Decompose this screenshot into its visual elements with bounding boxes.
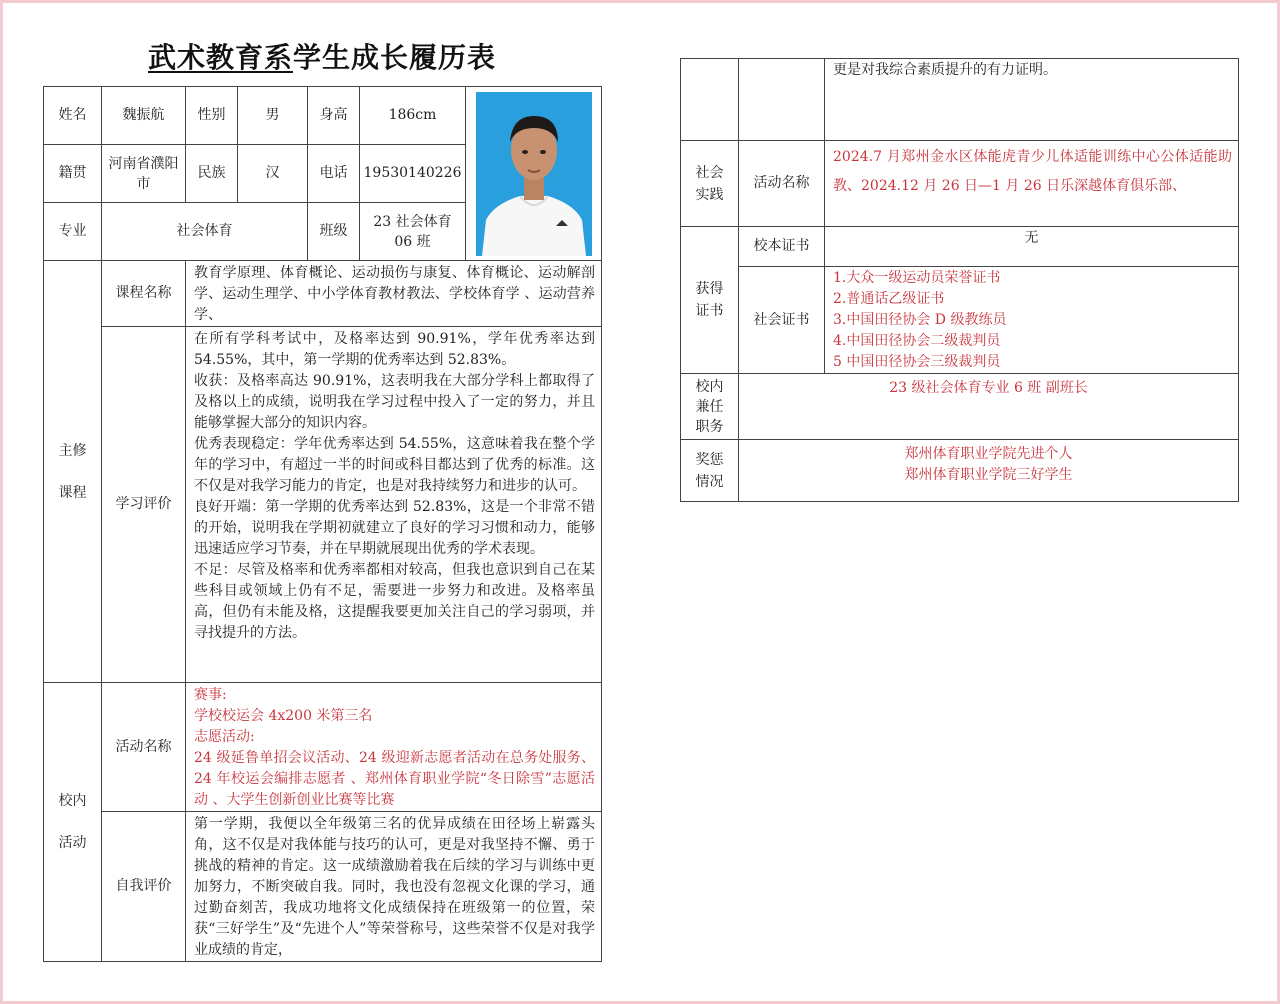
phone-value: 19530140226: [360, 145, 466, 203]
duty-value: 23 级社会体育专业 6 班 副班长: [739, 374, 1239, 440]
school-cert-value: 无: [825, 227, 1239, 267]
self-eval-continuation: 更是对我综合素质提升的有力证明。: [825, 59, 1239, 141]
name-value: 魏振航: [102, 87, 186, 145]
class-value: 23 社会体育 06 班: [360, 203, 466, 261]
self-eval-label: 自我评价: [102, 812, 186, 962]
campus-section-line1: 校内: [58, 793, 87, 809]
ethnicity-value: 汉: [238, 145, 308, 203]
duty-label: 校内兼任职务: [681, 374, 739, 440]
activity-volunteer-items: 24 级延鲁单招会议活动、24 级迎新志愿者活动在总务处服务、24 年校运会编排志愿者 、郑州体育职业学院“冬日除雪”志愿活动 、大学生创新创业比赛等比赛: [194, 750, 595, 808]
name-label: 姓名: [44, 87, 102, 145]
activity-event-item: 学校校运会 4x200 米第三名: [194, 708, 373, 724]
class-label: 班级: [308, 203, 360, 261]
self-eval-value: 第一学期，我便以全年级第三名的优异成绩在田径场上崭露头角，这不仅是对我体能与技巧的认可，更是对我坚持不懈、勇于挑战的精神的肯定。这一成绩激励着我在后续的学习与训练中更加努力，不断突破自我。同时，我也没有忽视文化课的学习，通过勤奋刻苦，我成功地将文化成绩保持在班级第一的位置，荣获“三好学生”及“先进个人”等荣誉称号，这些荣誉不仅是对我学业成绩的肯定，: [186, 812, 602, 962]
campus-activity-value: [186, 683, 602, 812]
title-rest: 学生成长履历表: [293, 41, 497, 74]
study-eval-start: 良好开端：第一学期的优秀率达到 52.83%，这是一个非常不错的开始，说明我在学期初就建立了良好的学习习惯和动力，能够迅速适应学习节奏，并在早期就展现出优秀的学术表现。: [194, 499, 595, 557]
courses-section-line1: 主修: [58, 442, 87, 459]
campus-section-label: [44, 683, 102, 962]
study-eval-excellent: 优秀表现稳定：学年优秀率达到 54.55%，这意味着我在整个学年的学习中，有超过一半的时间或科目都达到了优秀的标准。这不仅是对我学习能力的肯定，也是对我持续努力和进步的认可。: [194, 436, 595, 494]
origin-value: 河南省濮阳市: [102, 145, 186, 203]
right-table: [680, 58, 1239, 502]
ethnicity-label: 民族: [186, 145, 238, 203]
school-cert-label: 校本证书: [739, 227, 825, 267]
campus-section-line2: 活动: [58, 835, 87, 851]
certificates-label: 获得证书: [681, 227, 739, 374]
award-item: 郑州体育职业学院三好学生: [904, 467, 1073, 483]
awards-value: [739, 440, 1239, 502]
study-eval-summary: 在所有学科考试中，及格率达到 90.91%，学年优秀率达到 54.55%，其中，第一学期的优秀率达到 52.83%。: [194, 331, 595, 368]
activity-volunteer-heading: 志愿活动:: [194, 729, 255, 745]
course-names-value: 教育学原理、体育概论、运动损伤与康复、体育概论、运动解剖学、运动生理学、中小学体育教材教法、学校体育学 、运动营养学、: [186, 261, 602, 327]
student-photo: [476, 92, 592, 256]
page-title: [44, 36, 600, 76]
phone-label: 电话: [308, 145, 360, 203]
study-eval-shortcoming: 不足：尽管及格率和优秀率都相对较高，但我也意识到自己在某些科目或领域上仍有不足，需要进一步努力和改进。及格率虽高，但仍有未能及格，这提醒我要更加关注自己的学习弱项，并寻找提升的方法。: [194, 562, 595, 641]
award-item: 郑州体育职业学院先进个人: [904, 446, 1073, 462]
portrait-image: [476, 92, 592, 256]
title-department: 武术教育系: [147, 41, 293, 74]
study-eval-gain: 收获：及格率高达 90.91%，这表明我在大部分学科上都取得了及格以上的成绩，说明我在学习过程中投入了一定的努力，并且能够掌握大部分的知识内容。: [194, 373, 595, 431]
activity-event-heading: 赛事:: [194, 687, 227, 703]
social-cert-item: 4.中国田径协会二级裁判员: [833, 333, 1001, 349]
major-value: 社会体育: [102, 203, 308, 261]
continuation-empty-2: [739, 59, 825, 141]
major-label: 专业: [44, 203, 102, 261]
study-eval-label: 学习评价: [102, 327, 186, 683]
social-practice-label: 社会实践: [681, 141, 739, 227]
height-label: 身高: [308, 87, 360, 145]
social-activity-label: 活动名称: [739, 141, 825, 227]
social-activity-value: 2024.7 月郑州金水区体能虎青少儿体适能训练中心公体适能助教、2024.12 月 26 日—1 月 26 日乐深越体育俱乐部、: [825, 141, 1239, 227]
social-cert-item: 5 中国田径协会三级裁判员: [833, 354, 1001, 370]
continuation-empty-1: [681, 59, 739, 141]
social-cert-item: 1.大众一级运动员荣誉证书: [833, 270, 1001, 286]
photo-cell: [466, 87, 602, 261]
origin-label: 籍贯: [44, 145, 102, 203]
courses-section-label: [44, 261, 102, 683]
social-cert-item: 3.中国田径协会 D 级教练员: [833, 312, 1007, 328]
gender-label: 性别: [186, 87, 238, 145]
study-eval-value: [186, 327, 602, 683]
left-table: [43, 86, 602, 962]
social-cert-label: 社会证书: [739, 267, 825, 374]
social-cert-list: [825, 267, 1239, 374]
awards-label: 奖惩情况: [681, 440, 739, 502]
course-names-label: 课程名称: [102, 261, 186, 327]
height-value: 186cm: [360, 87, 466, 145]
campus-activity-label: 活动名称: [102, 683, 186, 812]
courses-section-line2: 课程: [58, 484, 87, 501]
gender-value: 男: [238, 87, 308, 145]
social-cert-item: 2.普通话乙级证书: [833, 291, 945, 307]
